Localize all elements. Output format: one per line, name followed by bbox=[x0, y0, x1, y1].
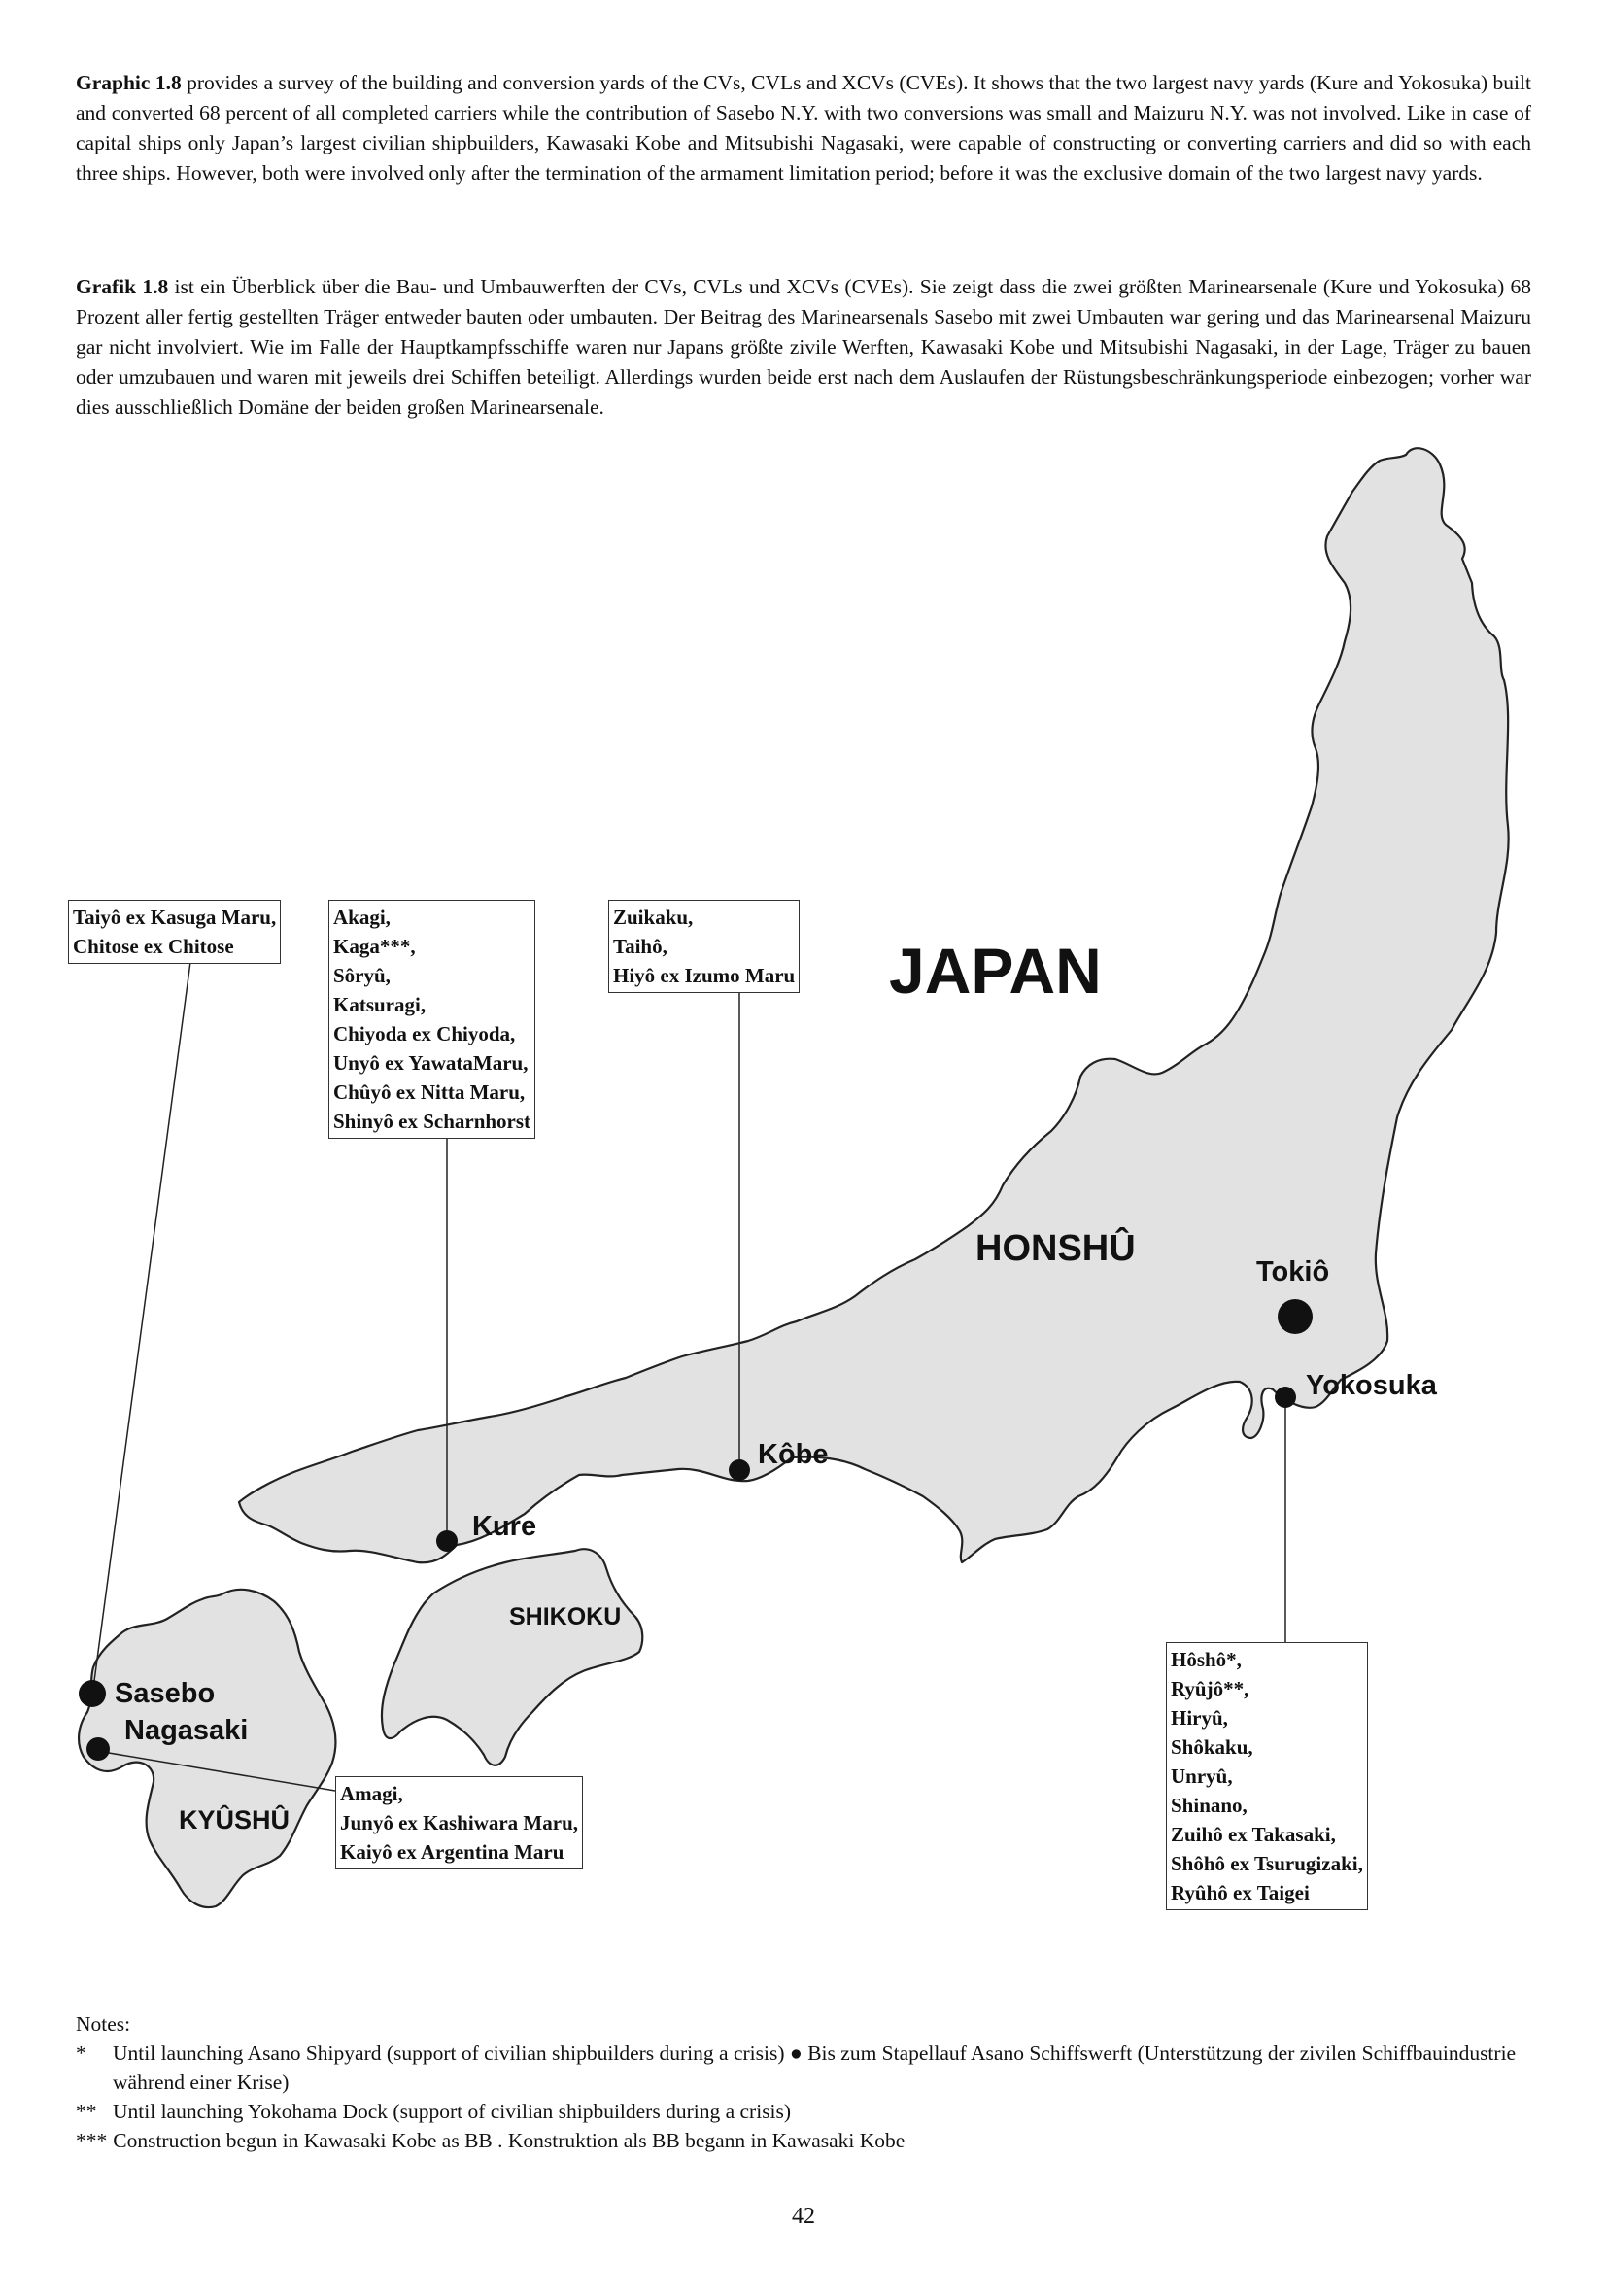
ship-box-nagasaki bbox=[335, 1776, 583, 1869]
ship-entry: Ryûjô**, bbox=[1171, 1677, 1249, 1700]
ship-entry: Chiyoda ex Chiyoda, bbox=[333, 1022, 516, 1045]
city-dot-sasebo bbox=[79, 1680, 106, 1707]
ship-entry: Kaga***, bbox=[333, 935, 416, 958]
honshu-label: HONSHÛ bbox=[975, 1228, 1136, 1269]
ship-entry: Zuikaku, bbox=[613, 906, 694, 929]
city-label-kobe: Kôbe bbox=[758, 1439, 829, 1470]
ship-entry: Shôkaku, bbox=[1171, 1735, 1253, 1759]
city-label-sasebo: Sasebo bbox=[115, 1678, 216, 1709]
note-text: Construction begun in Kawasaki Kobe as BB . Konstruktion als BB begann in Kawasaki Kobe bbox=[113, 2129, 906, 2152]
note-mark: * bbox=[76, 2041, 86, 2065]
note-mark: ** bbox=[76, 2100, 97, 2123]
note-text: Until launching Yokohama Dock (support of civilian shipbuilders during a crisis) bbox=[113, 2100, 792, 2123]
graphic-reference: Graphic 1.8 bbox=[76, 71, 182, 94]
city-dot-nagasaki bbox=[86, 1737, 110, 1761]
ship-entry: Akagi, bbox=[333, 906, 391, 929]
page-number: 42 bbox=[792, 2204, 815, 2229]
city-dot-kure bbox=[436, 1530, 458, 1552]
city-label-tokio: Tokiô bbox=[1256, 1256, 1330, 1287]
ship-entry: Ryûhô ex Taigei bbox=[1171, 1881, 1310, 1904]
city-dot-kobe bbox=[729, 1459, 750, 1481]
city-dot-tokio bbox=[1278, 1299, 1313, 1334]
kyushu-island bbox=[79, 1590, 335, 1907]
ship-entry: Kaiyô ex Argentina Maru bbox=[340, 1840, 564, 1864]
ship-entry: Chûyô ex Nitta Maru, bbox=[333, 1080, 526, 1104]
city-label-kure: Kure bbox=[472, 1511, 537, 1542]
ship-entry: Taiyô ex Kasuga Maru, bbox=[73, 906, 277, 929]
ship-entry: Hiyô ex Izumo Maru bbox=[613, 964, 796, 987]
ship-entry: Katsuragi, bbox=[333, 993, 427, 1016]
leader-sasebo bbox=[92, 962, 190, 1696]
city-dot-yokosuka bbox=[1275, 1387, 1296, 1408]
notes-section bbox=[76, 2009, 1533, 2155]
kyushu-label: KYÛSHÛ bbox=[179, 1805, 291, 1834]
note-mark: *** bbox=[76, 2129, 108, 2152]
ship-entry: Hiryû, bbox=[1171, 1706, 1228, 1730]
ship-entry: Sôryû, bbox=[333, 964, 391, 987]
ship-entry: Shinano, bbox=[1171, 1794, 1248, 1817]
intro-text-english: provides a survey of the building and conversion yards of the CVs, CVLs and XCVs (CVEs). It shows that the two largest navy yards (Kure and Yokosuka) built and converted 68 percent of all completed carriers while the contribution of Sasebo N.Y. with two conversions was small and Maizuru N.Y. was not involved. Like in case of capital ships only Japan’s largest civilian shipbuilders, Kawasaki Kobe and Mitsubishi Nagasaki, were capable of constructing or converting carriers and did so with each three ships. However, both were involved only after the termination of the armament limitation period; before it was the exclusive domain of the two largest navy yards. bbox=[76, 71, 1531, 185]
ship-entry: Junyô ex Kashiwara Maru, bbox=[340, 1811, 579, 1834]
shikoku-island bbox=[382, 1549, 642, 1765]
note-item bbox=[76, 2126, 1533, 2155]
intro-text-german: ist ein Überblick über die Bau- und Umbauwerften der CVs, CVLs und XCVs (CVEs). Sie zeigt dass die zwei größten Marinearsenale (Kure und Yokosuka) 68 Prozent aller fertig gestellten Träger entweder bauten oder umbauten. Der Beitrag des Marinearsenals Sasebo mit zwei Umbauten war gering und das Marinearsenal Maizuru gar nicht involviert. Wie im Falle der Hauptkampfsschiffe waren nur Japans größte zivile Werften, Kawasaki Kobe und Mitsubishi Nagasaki, in der Lage, Träger zu bauen oder umzubauen und waren mit jeweils drei Schiffen beteiligt. Allerdings wurden beide erst nach dem Auslaufen der Rüstungsbeschränkungsperiode einbezogen; vorher war dies ausschließlich Domäne der beiden großen Marinearsenale. bbox=[76, 275, 1531, 419]
ship-entry: Unryû, bbox=[1171, 1765, 1233, 1788]
ship-entry: Zuihô ex Takasaki, bbox=[1171, 1823, 1336, 1846]
ship-box-yokosuka bbox=[1166, 1642, 1368, 1910]
ship-entry: Shinyô ex Scharnhorst bbox=[333, 1110, 531, 1133]
notes-title: Notes: bbox=[76, 2012, 131, 2036]
ship-entry: Hôshô*, bbox=[1171, 1648, 1242, 1671]
country-label: JAPAN bbox=[889, 935, 1102, 1007]
ship-box-sasebo bbox=[68, 900, 281, 964]
city-label-yokosuka: Yokosuka bbox=[1306, 1370, 1437, 1401]
note-item bbox=[76, 2097, 1533, 2126]
ship-entry: Shôhô ex Tsurugizaki, bbox=[1171, 1852, 1363, 1875]
note-item bbox=[76, 2039, 1533, 2097]
note-text: Until launching Asano Shipyard (support of civilian shipbuilders during a crisis) ● Bis zum Stapellauf Asano Schiffswerft (Unterstützung der zivilen Schiffbauindustrie während einer Krise) bbox=[113, 2041, 1517, 2094]
ship-entry: Taihô, bbox=[613, 935, 667, 958]
ship-entry: Unyô ex YawataMaru, bbox=[333, 1051, 529, 1075]
grafik-reference: Grafik 1.8 bbox=[76, 275, 169, 298]
ship-box-kure bbox=[328, 900, 535, 1139]
ship-box-kobe bbox=[608, 900, 800, 993]
shikoku-label: SHIKOKU bbox=[509, 1603, 622, 1630]
city-label-nagasaki: Nagasaki bbox=[124, 1715, 249, 1746]
ship-entry: Chitose ex Chitose bbox=[73, 935, 234, 958]
ship-entry: Amagi, bbox=[340, 1782, 403, 1805]
